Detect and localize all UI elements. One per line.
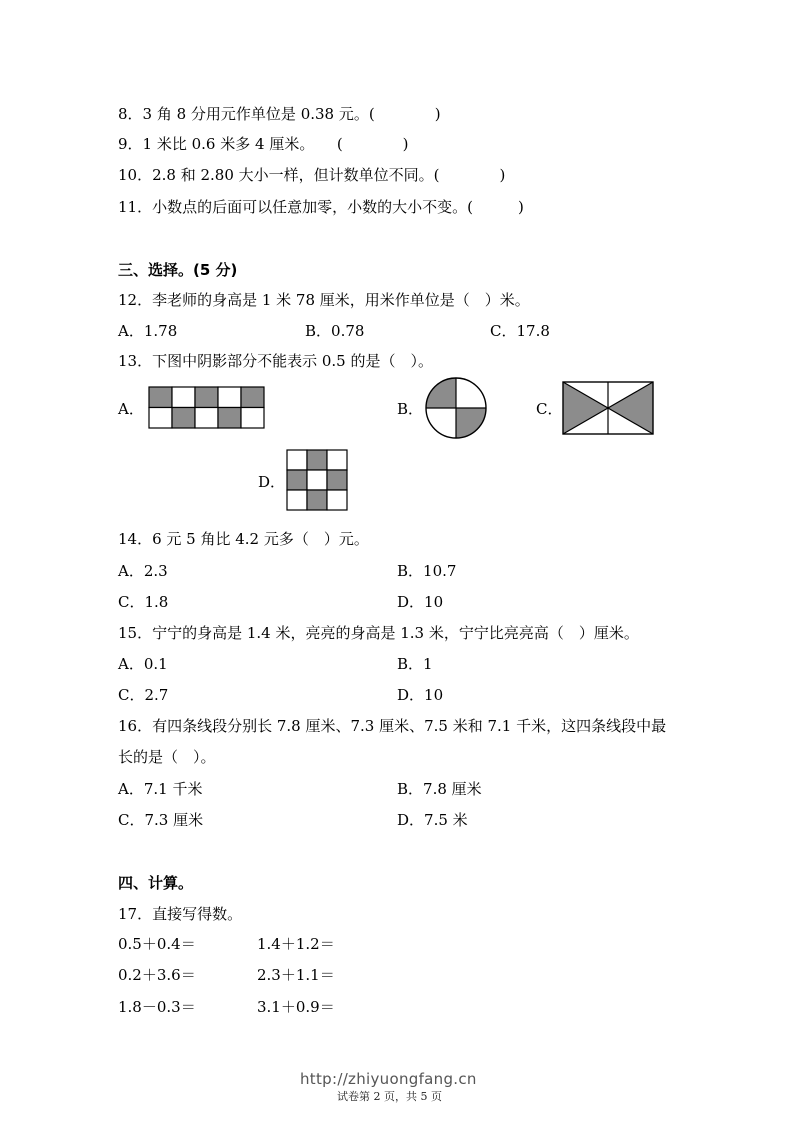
- section-4-title: 四、计算。: [118, 874, 194, 892]
- calc-item: 1.8－0.3＝: [118, 998, 196, 1016]
- question-15-stem: 15．宁宁的身高是 1.4 米，亮亮的身高是 1.3 米，宁宁比亮亮高（ ）厘米。: [118, 624, 639, 642]
- calc-item: 0.5＋0.4＝: [118, 935, 196, 953]
- q13-option-c: C．: [536, 400, 563, 418]
- q13-option-b: B．: [397, 400, 424, 418]
- q14-option-d: D．10: [397, 593, 444, 611]
- q16-option-b: B．7.8 厘米: [397, 780, 482, 798]
- section-3-title: 三、选择。(5 分): [118, 261, 238, 279]
- q12-option-b: B．0.78: [305, 322, 365, 340]
- q14-option-a: A．2.3: [118, 562, 168, 580]
- figure-c-rectangle: [563, 382, 653, 434]
- q16-option-a: A．7.1 千米: [118, 780, 203, 798]
- question-12-stem: 12．李老师的身高是 1 米 78 厘米，用米作单位是（ ）米。: [118, 291, 530, 309]
- calc-item: 2.3＋1.1＝: [257, 966, 335, 984]
- question-16-stem-line2: 长的是（ ）。: [118, 748, 216, 766]
- q13-option-a: A．: [118, 400, 144, 418]
- page-number: 试卷第 2 页，共 5 页: [337, 1090, 442, 1103]
- calc-item: 3.1＋0.9＝: [257, 998, 335, 1016]
- figure-b-circle: [425, 377, 487, 439]
- figure-d-grid: [287, 450, 349, 512]
- q15-option-b: B．1: [397, 655, 433, 673]
- q15-option-c: C．2.7: [118, 686, 169, 704]
- q16-option-d: D．7.5 米: [397, 811, 468, 829]
- calc-item: 1.4＋1.2＝: [257, 935, 335, 953]
- question-11: 11．小数点的后面可以任意加零，小数的大小不变。( ): [118, 198, 524, 216]
- question-8: 8．3 角 8 分用元作单位是 0.38 元。( ): [118, 105, 441, 123]
- q16-option-c: C．7.3 厘米: [118, 811, 204, 829]
- figure-a-grid: [149, 387, 265, 429]
- watermark-url: http://zhiyuongfang.cn: [300, 1070, 477, 1088]
- question-13-stem: 13．下图中阴影部分不能表示 0.5 的是（ ）。: [118, 352, 433, 370]
- question-17-stem: 17．直接写得数。: [118, 905, 243, 923]
- q12-option-a: A．1.78: [118, 322, 178, 340]
- question-9: 9．1 米比 0.6 米多 4 厘米。 ( ): [118, 135, 409, 153]
- calc-item: 0.2＋3.6＝: [118, 966, 196, 984]
- question-14-stem: 14．6 元 5 角比 4.2 元多（ ）元。: [118, 530, 369, 548]
- q14-option-b: B．10.7: [397, 562, 457, 580]
- q13-option-d: D．: [258, 473, 286, 491]
- q12-option-c: C．17.8: [490, 322, 550, 340]
- question-16-stem-line1: 16．有四条线段分别长 7.8 厘米、7.3 厘米、7.5 米和 7.1 千米，这四条线段中最: [118, 717, 667, 735]
- q14-option-c: C．1.8: [118, 593, 169, 611]
- question-10: 10．2.8 和 2.80 大小一样，但计数单位不同。( ): [118, 166, 506, 184]
- q15-option-a: A．0.1: [118, 655, 168, 673]
- q15-option-d: D．10: [397, 686, 444, 704]
